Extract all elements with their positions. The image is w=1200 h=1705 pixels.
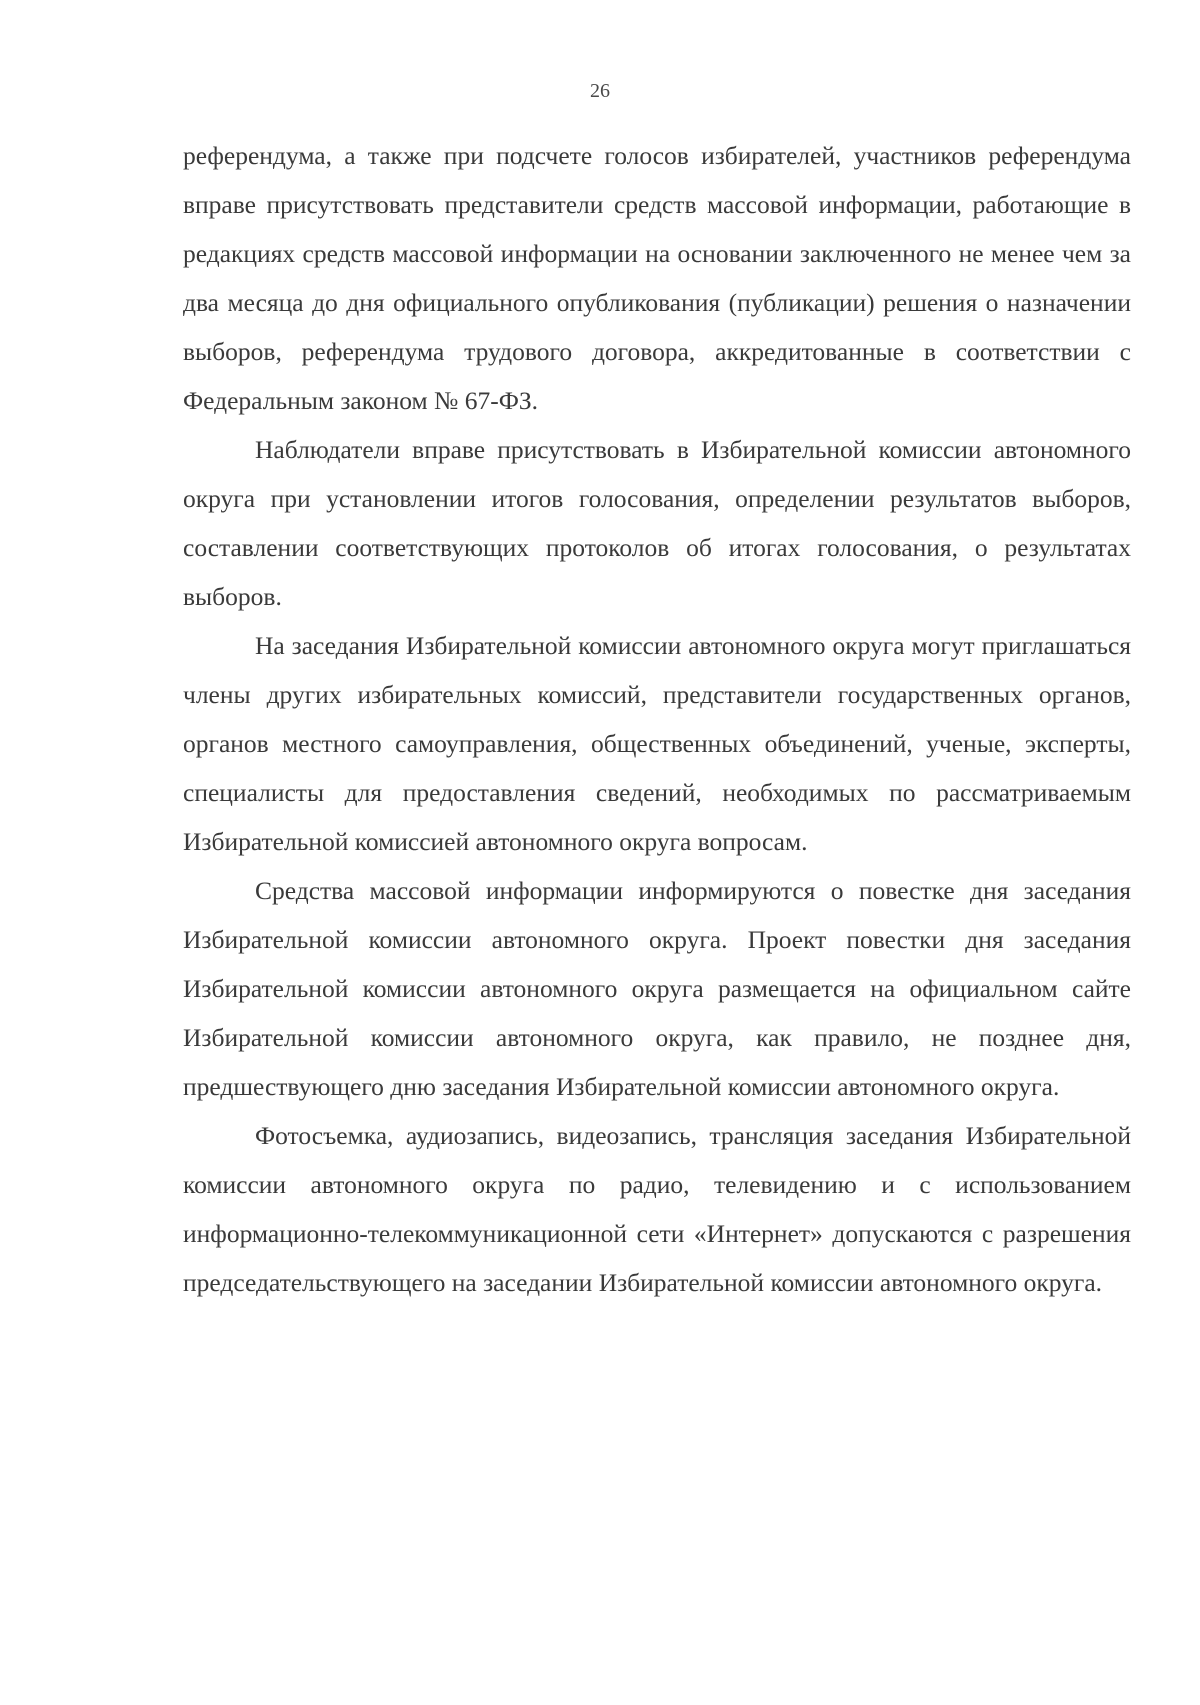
paragraph-4: Средства массовой информации информируются о повестке дня заседания Избирательной комиссии автономного округа. Проект повестки дня заседания Избирательной комиссии автономного округа размещается на официальном сайте Избирательной комиссии автономного округа, как правило, не позднее дня, предшествующего дню заседания Избирательной комиссии автономного округа. (183, 876, 1131, 1101)
paragraph-1: референдума, а также при подсчете голосов избирателей, участников референдума вправе присутствовать представители средств массовой информации, работающие в редакциях средств массовой информации на основании заключенного не менее чем за два месяца до дня официального опубликования (публикации) решения о назначении выборов, референдума трудового договора, аккредитованные в соответствии с Федеральным законом № 67-ФЗ. (183, 141, 1131, 415)
document-body (183, 131, 1131, 1307)
page-number: 26 (590, 80, 610, 102)
paragraph-5: Фотосъемка, аудиозапись, видеозапись, трансляция заседания Избирательной комиссии автономного округа по радио, телевидению и с использованием информационно-телекоммуникационной сети «Интернет» допускаются с разрешения председательствующего на заседании Избирательной комиссии автономного округа. (183, 1121, 1131, 1297)
paragraph-3: На заседания Избирательной комиссии автономного округа могут приглашаться члены других избирательных комиссий, представители государственных органов, органов местного самоуправления, общественных объединений, ученые, эксперты, специалисты для предоставления сведений, необходимых по рассматриваемым Избирательной комиссией автономного округа вопросам. (183, 631, 1131, 856)
paragraph-2: Наблюдатели вправе присутствовать в Избирательной комиссии автономного округа при установлении итогов голосования, определении результатов выборов, составлении соответствующих протоколов об итогах голосования, о результатах выборов. (183, 435, 1131, 611)
